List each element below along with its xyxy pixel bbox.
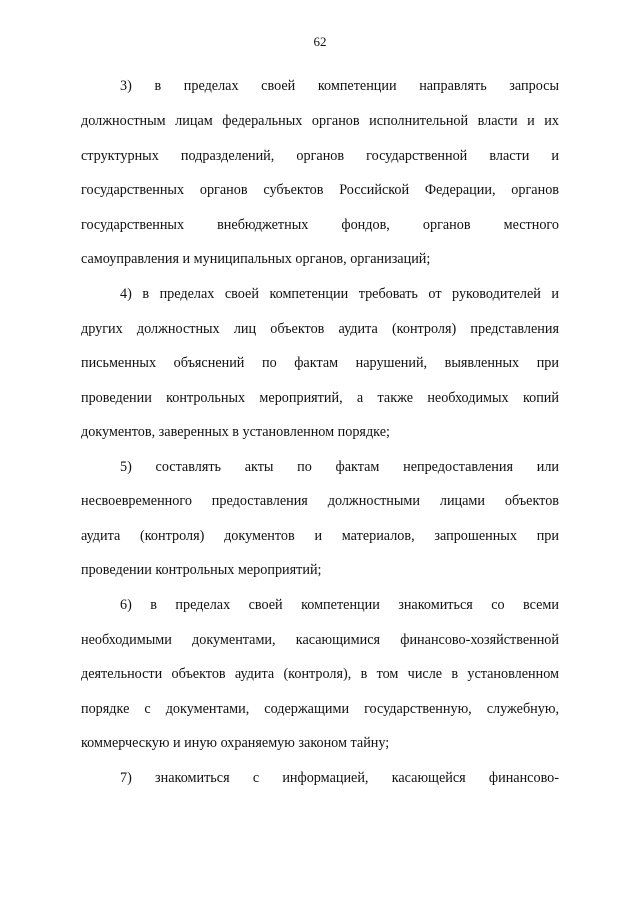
text-line: проведении контрольных мероприятий, а также необходимых копий xyxy=(81,390,559,406)
text-line: несвоевременного предоставления должностными лицами объектов xyxy=(81,493,559,509)
text-line: коммерческую и иную охраняемую законом тайну; xyxy=(81,735,390,751)
text-line: 4) в пределах своей компетенции требовать от руководителей и xyxy=(120,286,559,302)
text-line: 7) знакомиться с информацией, касающейся финансово- xyxy=(120,770,559,786)
text-line: проведении контрольных мероприятий; xyxy=(81,562,322,578)
text-line: 3) в пределах своей компетенции направлять запросы xyxy=(120,78,559,94)
text-line: других должностных лиц объектов аудита (контроля) представления xyxy=(81,321,559,337)
page-number: 62 xyxy=(313,34,327,49)
text-line: государственных органов субъектов Российской Федерации, органов xyxy=(81,182,559,198)
text-line: самоуправления и муниципальных органов, организаций; xyxy=(81,251,431,267)
text-line: письменных объяснений по фактам нарушений, выявленных при xyxy=(81,355,559,371)
text-line: документов, заверенных в установленном порядке; xyxy=(81,424,390,440)
text-line: порядке с документами, содержащими государственную, служебную, xyxy=(81,701,559,717)
text-line: структурных подразделений, органов государственной власти и xyxy=(81,148,559,164)
text-line: государственных внебюджетных фондов, органов местного xyxy=(81,217,559,233)
text-line: 6) в пределах своей компетенции знакомиться со всеми xyxy=(120,597,559,613)
text-line: аудита (контроля) документов и материалов, запрошенных при xyxy=(81,528,559,544)
text-line: деятельности объектов аудита (контроля), в том числе в установленном xyxy=(81,666,559,682)
text-line: 5) составлять акты по фактам непредоставления или xyxy=(120,459,559,475)
text-line: должностным лицам федеральных органов исполнительной власти и их xyxy=(81,113,559,129)
text-line: необходимыми документами, касающимися финансово-хозяйственной xyxy=(81,632,559,648)
